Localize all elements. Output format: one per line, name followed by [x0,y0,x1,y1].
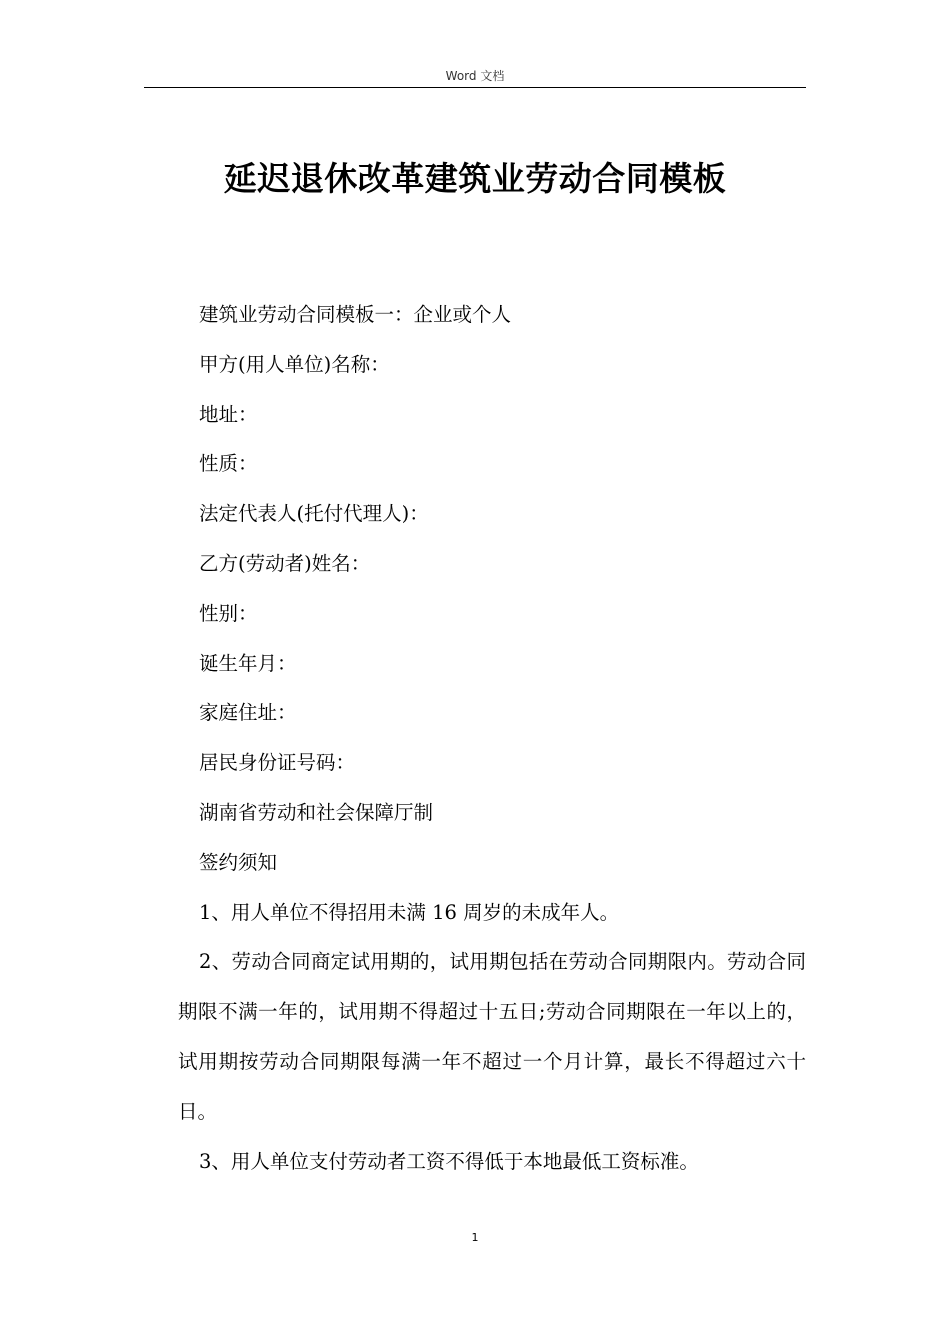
document-title: 延迟退休改革建筑业劳动合同模板 [223,159,727,198]
header-divider [144,87,806,88]
paragraph-home-address: 家庭住址： [199,701,297,725]
document-body [178,290,806,1186]
paragraph-clause-1: 1、用人单位不得招用未满 16 周岁的未成年人。 [199,900,620,924]
paragraph-id-number: 居民身份证号码： [199,751,356,775]
paragraph-clause-2: 2、劳动合同商定试用期的，试用期包括在劳动合同期限内。劳动合同期限不满一年的，试用期不得超过十五日;劳动合同期限在一年以上的，试用期按劳动合同期限每满一年不超过一个月计算，最长不得超过六十日。 [178,950,806,1123]
paragraph-address: 地址： [199,402,258,426]
paragraph-party-b-name: 乙方(劳动者)姓名： [199,551,371,575]
paragraph-signing-notice: 签约须知 [199,850,278,874]
paragraph-legal-representative: 法定代表人(托付代理人)： [199,502,429,526]
header-label: Word 文档 [445,69,505,83]
page-number: 1 [471,1231,479,1244]
paragraph-party-a-name: 甲方(用人单位)名称： [199,352,390,376]
paragraph-clause-3: 3、用人单位支付劳动者工资不得低于本地最低工资标准。 [199,1149,699,1173]
paragraph-template-heading: 建筑业劳动合同模板一：企业或个人 [199,303,512,326]
paragraph-birth-date: 诞生年月： [199,651,297,675]
paragraph-gender: 性别： [199,601,258,625]
paragraph-issuer: 湖南省劳动和社会保障厅制 [199,800,434,824]
paragraph-nature: 性质： [199,452,258,476]
